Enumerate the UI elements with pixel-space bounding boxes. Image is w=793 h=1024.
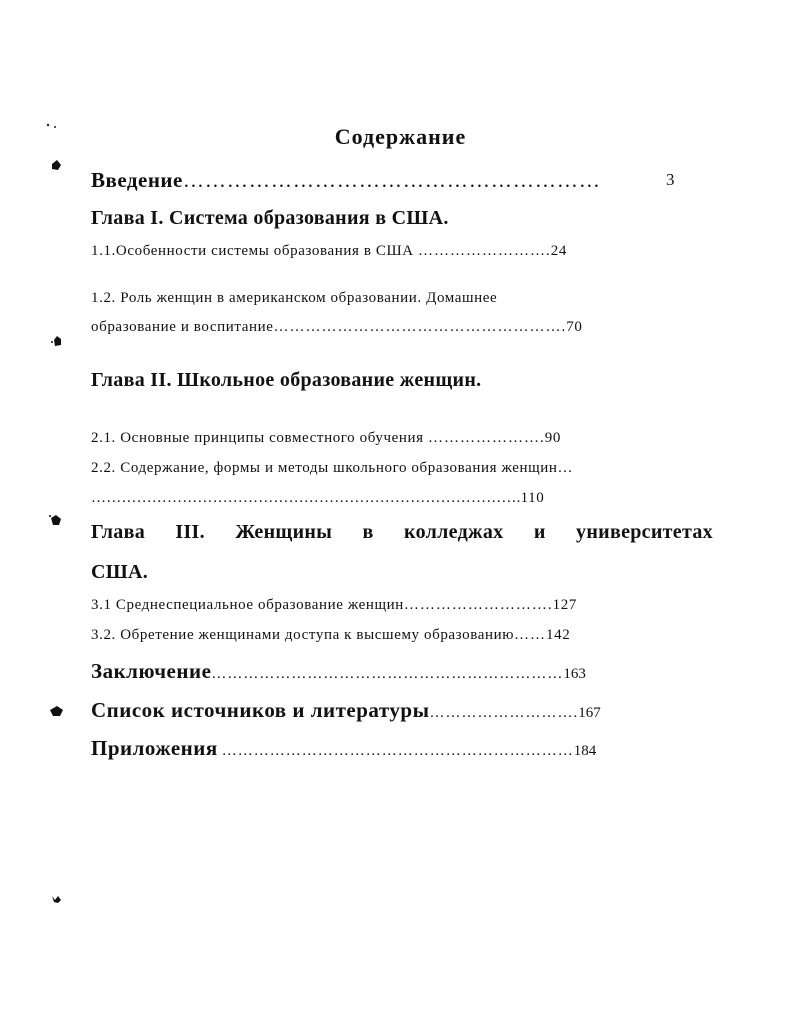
- toc-dots: …………………….: [418, 243, 551, 259]
- toc-entry-1-2-line1: 1.2. Роль женщин в американском образовании. Домашнее: [91, 290, 498, 306]
- toc-page: 127: [552, 597, 577, 613]
- toc-label: Заключение: [91, 659, 212, 683]
- chapter-3-word: Глава: [91, 521, 145, 543]
- scan-specks: [44, 120, 64, 940]
- toc-entry-intro: [91, 168, 601, 193]
- chapter-3-word: колледжах: [404, 521, 504, 543]
- toc-page: 167: [578, 705, 601, 721]
- toc-page: 90: [544, 430, 561, 446]
- toc-entry-2-2-line1: 2.2. Содержание, формы и методы школьного образования женщин…: [91, 460, 574, 476]
- chapter-2-heading: Глава II. Школьное образование женщин.: [91, 369, 482, 391]
- toc-dots: ………………………………………………………………………….: [91, 490, 521, 506]
- toc-dots: ………………….: [428, 430, 545, 446]
- toc-dots: ……: [514, 627, 547, 643]
- toc-page: 142: [546, 627, 571, 643]
- toc-page: 70: [566, 319, 583, 335]
- toc-entry-3-2: [91, 627, 570, 644]
- chapter-1-heading: Глава I. Система образования в США.: [91, 207, 449, 229]
- toc-entry-appendix: [91, 736, 596, 761]
- chapter-3-heading: [91, 521, 713, 544]
- page-title: Содержание: [334, 124, 467, 149]
- toc-dots: ……………………………………………….: [273, 319, 567, 335]
- toc-label: 3.1 Среднеспециальное образование женщин: [91, 597, 404, 613]
- chapter-3-word: университетах: [576, 521, 713, 543]
- toc-entry-1-1: [91, 243, 567, 260]
- chapter-3-word: Женщины: [235, 521, 333, 543]
- chapter-3-word: и: [533, 521, 546, 543]
- chapter-3-heading-line2: США.: [91, 561, 149, 583]
- toc-page: 184: [573, 743, 597, 759]
- toc-label: 2.1. Основные принципы совместного обучения: [91, 430, 424, 446]
- toc-label: 1.1.Особенности системы образования в США: [91, 243, 414, 259]
- toc-dots: …………………………………………………………: [211, 666, 564, 682]
- toc-entry-2-2-line2: [91, 490, 544, 507]
- toc-page-intro: 3: [666, 170, 675, 189]
- toc-page: 110: [520, 490, 545, 506]
- chapter-3-word: в: [362, 521, 374, 543]
- toc-dots: ……………………….: [403, 597, 553, 613]
- toc-label: Список источников и литературы: [91, 698, 430, 722]
- toc-label: 3.2. Обретение женщинами доступа к высшему образованию: [91, 627, 515, 643]
- toc-dots: …………………………………………………: [182, 168, 601, 192]
- toc-dots: …………………………………………………………: [221, 743, 574, 759]
- chapter-3-word: III.: [175, 521, 205, 543]
- toc-label: Введение: [91, 168, 183, 192]
- toc-page: 24: [550, 243, 567, 259]
- toc-entry-2-1: [91, 430, 561, 447]
- toc-page: 163: [563, 666, 586, 682]
- toc-label: образование и воспитание: [91, 319, 274, 335]
- toc-entry-1-2-line2: [91, 319, 582, 336]
- toc-entry-3-1: [91, 597, 577, 614]
- toc-entry-conclusion: [91, 659, 586, 684]
- toc-label: Приложения: [91, 736, 218, 760]
- toc-dots: ……………………….: [429, 705, 579, 721]
- toc-entry-sources: [91, 698, 601, 723]
